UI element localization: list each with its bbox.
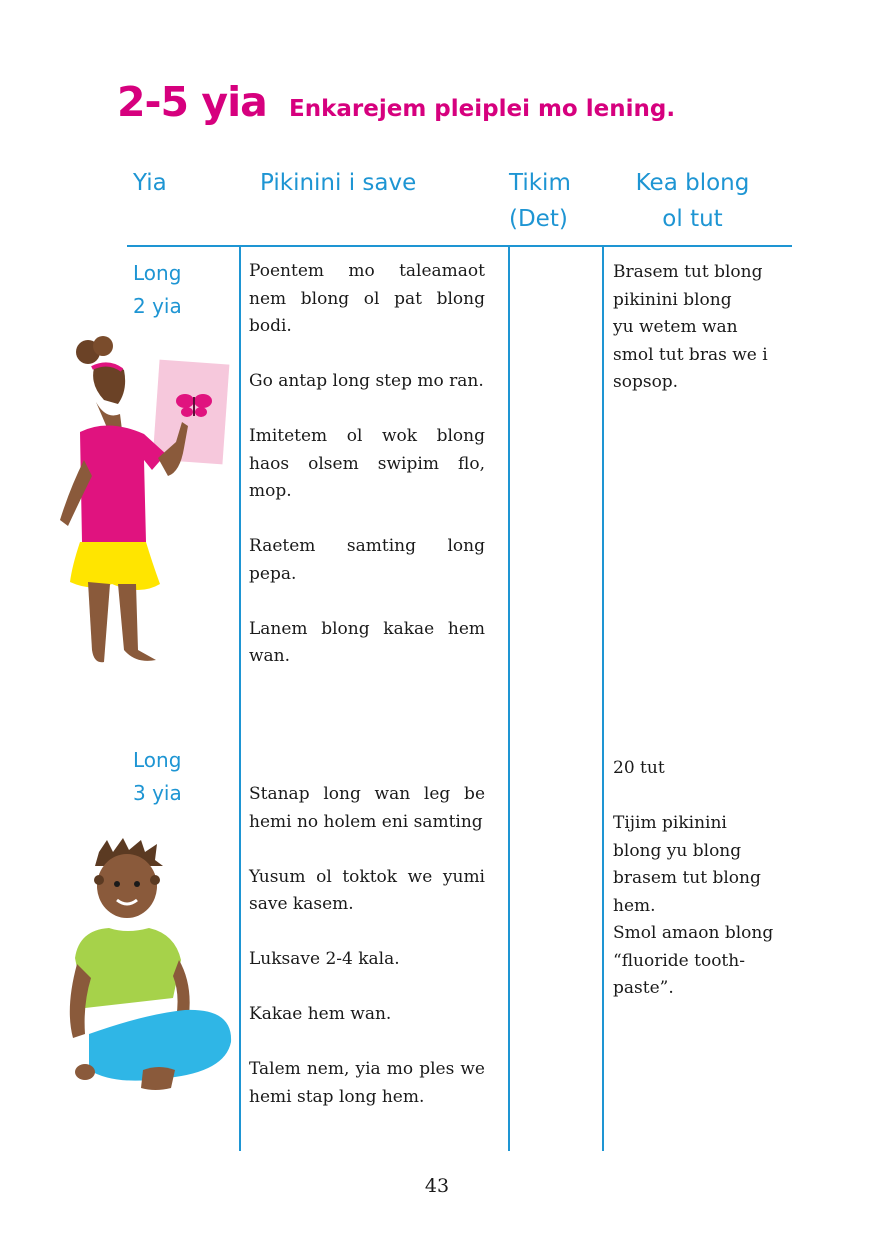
skill-item: Luksave 2-4 kala. <box>249 949 400 969</box>
care-line: yu wetem wan <box>613 317 738 337</box>
skill-item: Poentem mo taleamaot nem blong ol pat blong bodi. <box>249 261 485 336</box>
column-header-tikim-line2: (Det) <box>509 206 568 232</box>
care-line: “fluoride tooth- <box>613 950 745 971</box>
page-number: 43 <box>424 1175 450 1197</box>
age-label-line2: 3 yia <box>133 781 182 805</box>
column-header-pikinini: Pikinini i save <box>260 170 417 196</box>
care-line: paste”. <box>613 978 674 998</box>
care-title: 20 tut <box>613 758 665 778</box>
skill-item: Stanap long wan leg be hemi no holem eni samting <box>249 784 485 832</box>
column-header-kea-line2: ol tut <box>662 206 723 232</box>
care-text-2-yia <box>613 259 788 397</box>
care-text-3-yia <box>613 755 788 1003</box>
section-subtitle: Enkarejem pleiplei mo lening. <box>289 96 676 122</box>
care-line: Tijim pikinini <box>613 813 727 833</box>
boy-sitting-illustration <box>55 838 240 1098</box>
column-header-tikim <box>509 165 571 237</box>
skill-item: Go antap long step mo ran. <box>249 371 484 391</box>
column-divider-3 <box>602 246 604 1151</box>
skills-list-2-yia <box>249 258 485 698</box>
care-line: pikinini blong <box>613 289 732 310</box>
age-label-line1: Long <box>133 748 182 772</box>
column-header-kea <box>610 165 775 237</box>
skill-item: Imitetem ol wok blong haos olsem swipim flo, mop. <box>249 426 485 501</box>
skill-item: Kakae hem wan. <box>249 1004 392 1024</box>
column-header-kea-line1: Kea blong <box>635 170 750 196</box>
age-label-line2: 2 yia <box>133 294 182 318</box>
skill-item: Yusum ol toktok we yumi save kasem. <box>249 866 485 914</box>
care-line: smol tut bras we i <box>613 344 768 365</box>
age-label-2-yia <box>133 257 182 323</box>
skill-item: Lanem blong kakae hem wan. <box>249 618 485 666</box>
care-line: sopsop. <box>613 372 679 392</box>
skill-item: Talem nem, yia mo ples we hemi stap long hem. <box>249 1059 485 1107</box>
skill-item: Raetem samting long pepa. <box>249 536 485 584</box>
age-label-line1: Long <box>133 261 182 285</box>
care-line: blong yu blong <box>613 840 742 861</box>
care-line: brasem tut blong <box>613 868 761 888</box>
girl-pointing-illustration <box>48 330 233 670</box>
skills-list-3-yia <box>249 781 485 1139</box>
care-line: hem. <box>613 895 656 916</box>
butterfly-icon <box>176 394 212 417</box>
care-line: Brasem tut blong <box>613 262 763 282</box>
column-header-tikim-line1: Tikim <box>509 170 571 196</box>
age-label-3-yia <box>133 744 182 810</box>
column-divider-2 <box>508 246 510 1151</box>
care-line: Smol amaon blong <box>613 923 774 943</box>
column-header-yia: Yia <box>133 170 167 196</box>
header-rule <box>127 245 792 247</box>
age-range-heading: 2-5 yia <box>117 78 267 126</box>
